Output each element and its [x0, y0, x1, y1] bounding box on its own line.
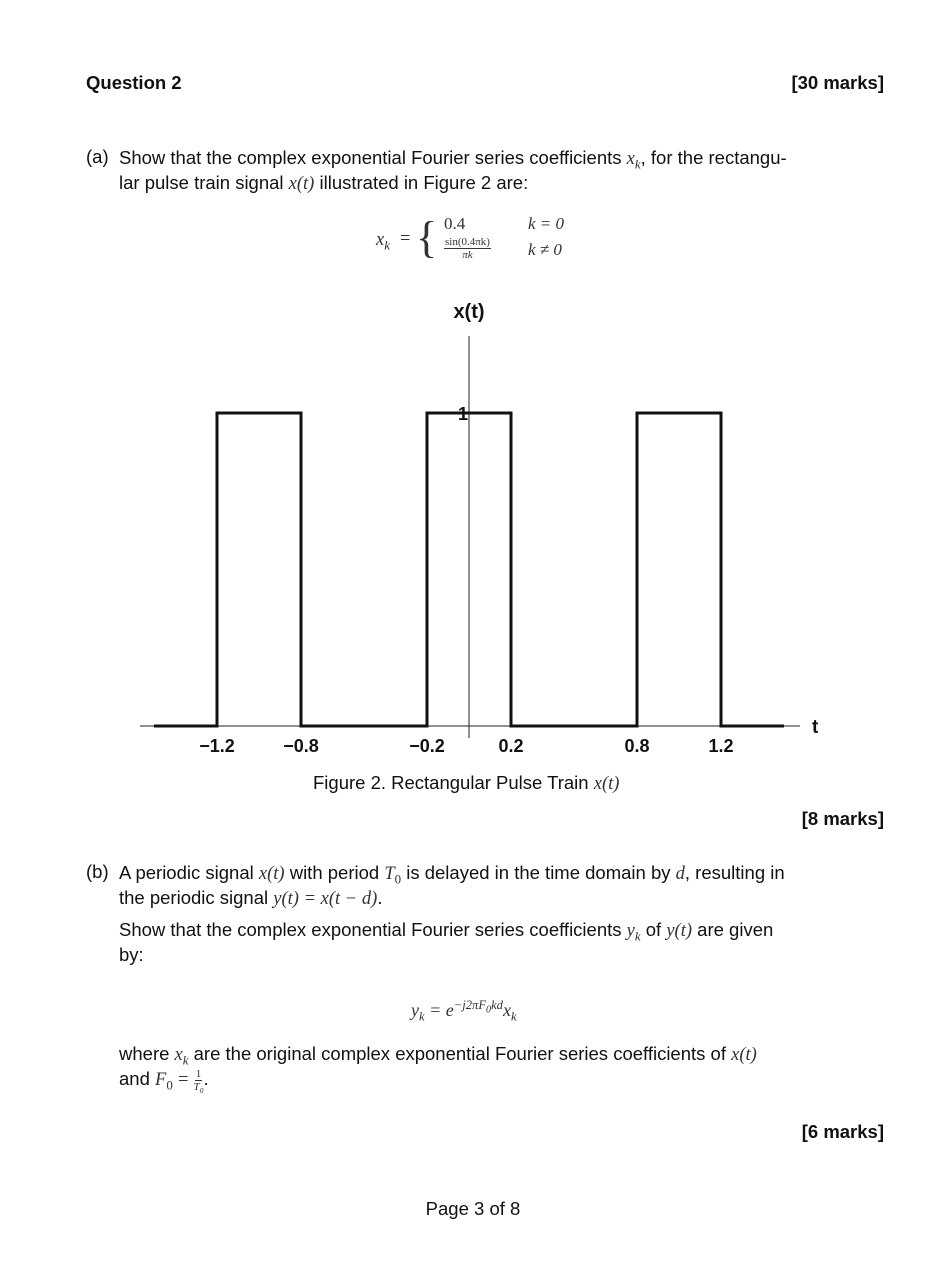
pulse-train-chart — [0, 290, 946, 770]
x-tick-label: 0.8 — [624, 736, 650, 756]
case1-condition: k = 0 — [528, 214, 565, 233]
total-marks: [30 marks] — [791, 72, 884, 93]
x-tick-label: −0.8 — [283, 736, 319, 756]
page-number: Page 3 of 8 — [425, 1198, 521, 1219]
x-tick-label: 0.2 — [498, 736, 524, 756]
y-axis-label: x(t) — [453, 301, 485, 323]
part-b-para-2: Show that the complex exponential Fourier series coefficients $y_k$ of y(t) are given by: — [119, 919, 774, 965]
part-b-label: (b) — [86, 861, 109, 882]
part-b-marks: [6 marks] — [801, 1121, 884, 1142]
part-b-para-3: where $x_k$ are the original complex exponential Fourier series coefficients of x(t) and $F_0$ = $\frac{1}{T_0}$ . — [119, 1043, 757, 1095]
delay-equation: $y_k = e^{-j2\pi F_0kd}x_k$ — [411, 998, 517, 1024]
x-tick-label: 1.2 — [708, 736, 734, 756]
part-a-marks: [8 marks] — [801, 808, 884, 829]
x-tick-label: −1.2 — [199, 736, 235, 756]
case2-fraction: $\frac{\sin(0.4\pi k)}{\pi k}$ — [445, 236, 490, 261]
part-a-text: Show that the complex exponential Fourier series coefficients $x_k$, for the rectangu- lar pulse train signal x(t) illustrated in Figure 2 are: — [119, 147, 787, 194]
part-a-label: (a) — [86, 146, 109, 167]
x-axis-label: t — [812, 717, 819, 738]
figure-caption: Figure 2. Rectangular Pulse Train x(t) — [313, 772, 620, 794]
x-tick-label: −0.2 — [409, 736, 445, 756]
part-b-para-1: A periodic signal x(t) with period $T_0$ is delayed in the time domain by d, resulting in the periodic signal y(t) = x(t − d). — [119, 862, 785, 909]
case1-value: 0.4 — [444, 214, 466, 233]
case2-condition: k ≠ 0 — [528, 240, 562, 259]
y-tick-label-1: 1 — [457, 404, 469, 424]
question-title: Question 2 — [86, 72, 182, 93]
coefficient-equation: $x_k$ = { 0.4 k = 0 $\frac{\sin(0.4\pi k)}{\pi k}$ k ≠ 0 — [376, 213, 565, 262]
